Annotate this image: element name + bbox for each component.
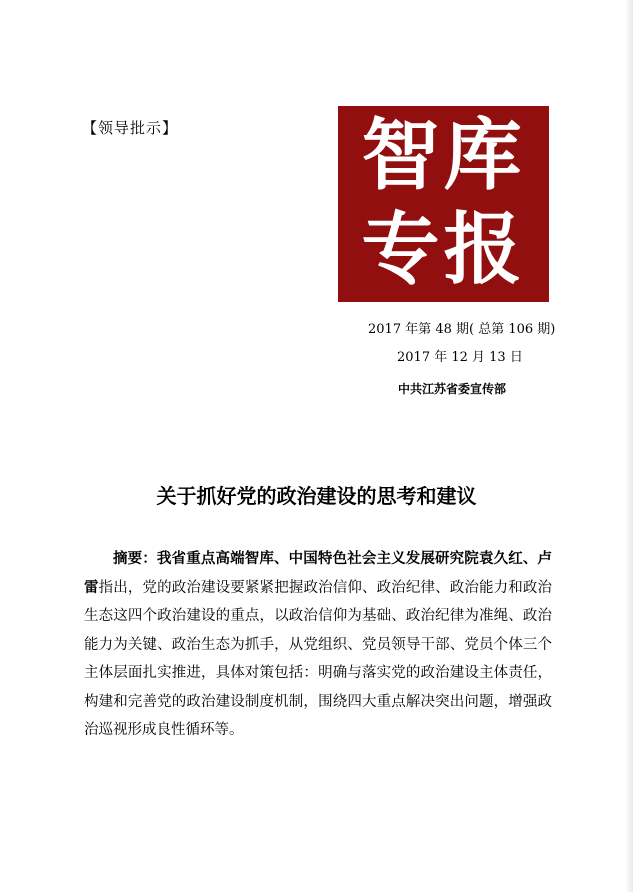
section-tag: 【领导批示】 [82, 119, 179, 137]
masthead-line-1: 智库 [361, 111, 526, 201]
masthead-logo [338, 106, 549, 302]
article-abstract [84, 545, 552, 745]
abstract-lead: 摘要：我省重点高端智库、中国特色社会主义发展研究院袁久红、卢雷 [84, 550, 552, 596]
issue-number: 2017 年第 48 期( 总第 106 期) [368, 322, 556, 337]
abstract-body: 指出，党的政治建设要紧紧把握政治信仰、政治纪律、政治能力和政治生态这四个政治建设的重点，以政治信仰为基础、政治纪律为准绳、政治能力为关键、政治生态为抓手，从党组织、党员领导干部、党员个体三个主体层面扎实推进，具体对策包括：明确与落实党的政治建设主体责任，构建和完善党的政治建设制度机制，围绕四大重点解决突出问题，增强政治巡视形成良性循环等。 [84, 579, 553, 738]
publisher-name: 中共江苏省委宣传部 [398, 382, 507, 396]
page-edge-shadow [625, 0, 633, 892]
issue-date: 2017 年 12 月 13 日 [397, 350, 523, 365]
masthead-line-2: 专报 [361, 205, 526, 295]
article-title: 关于抓好党的政治建设的思考和建议 [156, 484, 477, 508]
